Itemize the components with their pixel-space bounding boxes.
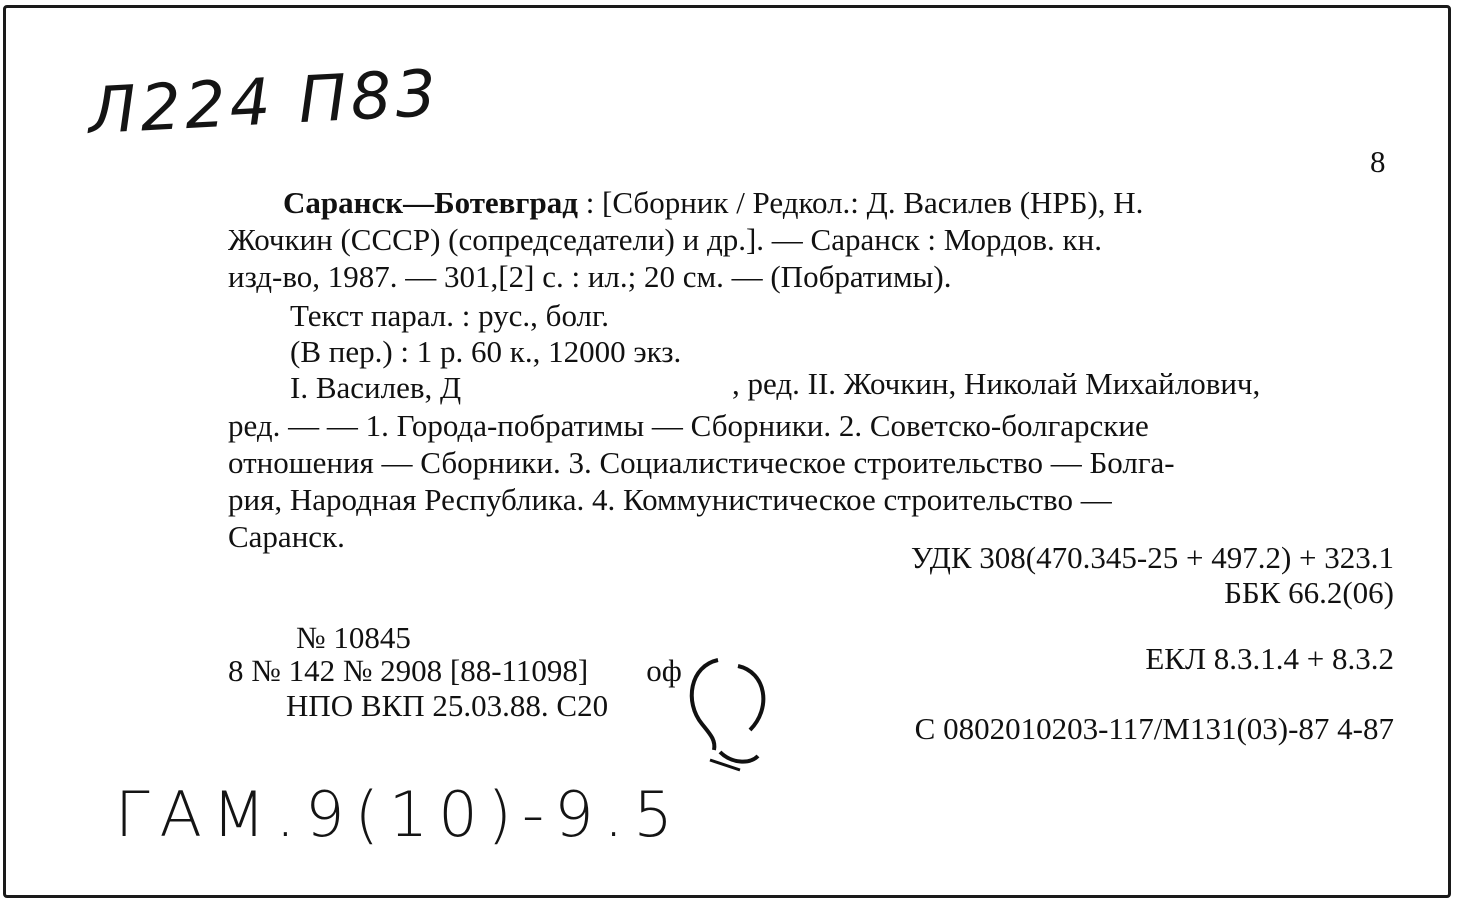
title-rest: : [Сборник / Редкол.: Д. Василев (НРБ), Н. bbox=[577, 185, 1144, 220]
subject-line-3: отношения — Сборники. 3. Социалистическое строительство — Болга- bbox=[228, 445, 1175, 480]
subject-line-5: Саранск. bbox=[228, 519, 345, 554]
subject-line-4: рия, Народная Республика. 4. Коммунистическое строительство — bbox=[228, 482, 1112, 517]
subject-line-1a: I. Василев, Д bbox=[290, 370, 462, 405]
subject-line-1b: , ред. II. Жочкин, Николай Михайлович, bbox=[732, 366, 1261, 401]
catalog-code: С 0802010203-117/М131(03)-87 4-87 bbox=[914, 711, 1394, 746]
book-title: Саранск—Ботевград bbox=[283, 185, 578, 220]
handwritten-shelfmark: Л224 П83 bbox=[86, 56, 442, 150]
handwritten-bottom-note: ГАМ.9(10)-9.5 bbox=[115, 778, 683, 851]
card-registration-number: № 10845 bbox=[296, 620, 411, 655]
card-number: 8 bbox=[1370, 144, 1386, 179]
order-suffix: оф bbox=[646, 653, 682, 688]
ekl-code: ЕКЛ 8.3.1.4 + 8.3.2 bbox=[1145, 641, 1394, 676]
npo-line: НПО ВКП 25.03.88. С20 bbox=[286, 688, 609, 723]
order-line bbox=[228, 655, 682, 686]
subject-line-2: ред. — — 1. Города-побратимы — Сборники. 2. Советско-болгарские bbox=[228, 408, 1149, 443]
bbk-code: ББК 66.2(06) bbox=[1224, 575, 1394, 610]
description-line-3: изд-во, 1987. — 301,[2] с. : ил.; 20 см. — (Побратимы). bbox=[228, 259, 952, 294]
order-numbers: 8 № 142 № 2908 [88-11098] bbox=[228, 653, 589, 688]
price-line: (В пер.) : 1 р. 60 к., 12000 экз. bbox=[290, 334, 682, 369]
udk-code: УДК 308(470.345-25 + 497.2) + 323.1 bbox=[910, 540, 1394, 575]
text-note: Текст парал. : рус., болг. bbox=[290, 298, 609, 333]
description-line-2: Жочкин (СССР) (сопредседатели) и др.]. — Саранск : Мордов. кн. bbox=[228, 222, 1102, 257]
hole-punch-mark bbox=[680, 652, 780, 772]
title-line bbox=[283, 187, 1143, 218]
